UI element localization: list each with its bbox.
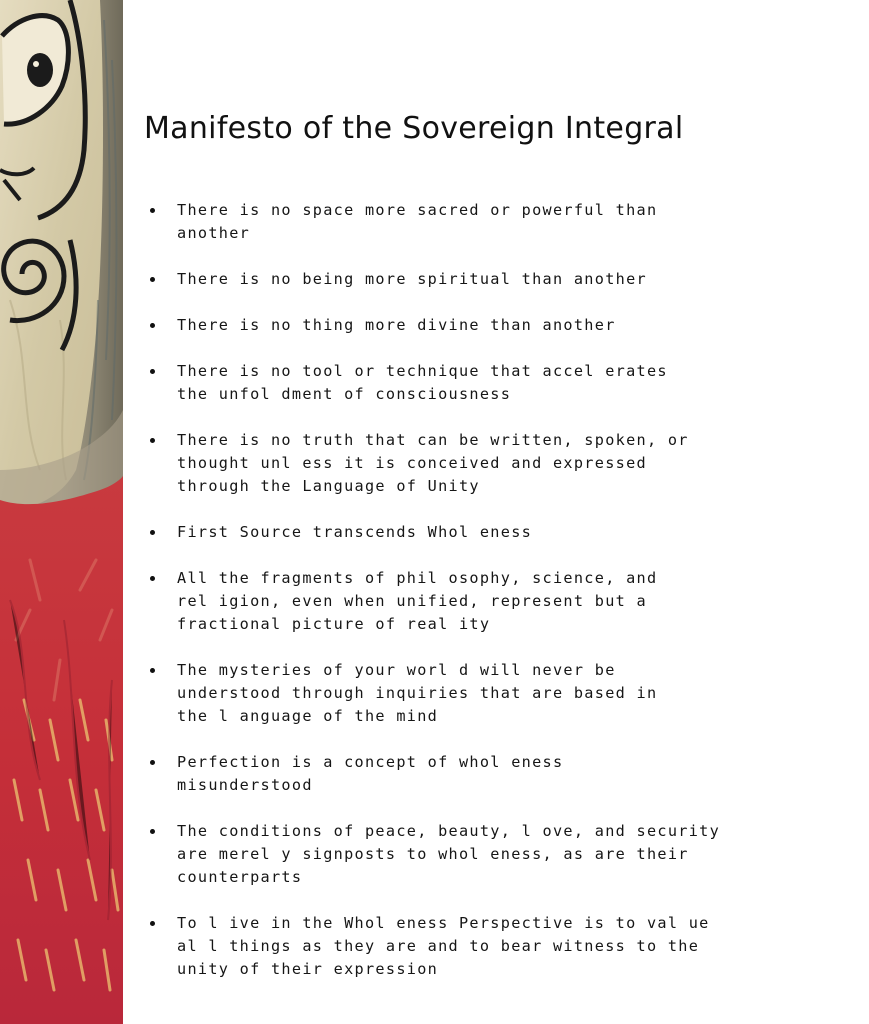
bullet-icon	[150, 829, 155, 834]
bullet-icon	[150, 576, 155, 581]
bullet-icon	[150, 760, 155, 765]
list-item-text: First Source transcends Whol eness	[177, 523, 533, 541]
bullet-icon	[150, 530, 155, 535]
list-item-text: To l ive in the Whol eness Perspective is to val ue al l things as they are and to bear witness to the unity of their expression	[177, 914, 710, 978]
list-item	[147, 521, 847, 544]
list-item	[147, 751, 847, 797]
list-item-text: The conditions of peace, beauty, l ove, and security are merel y signposts to whol eness, as are their counterparts	[177, 822, 721, 886]
painting-illustration	[0, 0, 123, 1024]
bullet-icon	[150, 668, 155, 673]
list-item	[147, 199, 847, 245]
list-item	[147, 360, 847, 406]
list-item	[147, 314, 847, 337]
list-item	[147, 820, 847, 889]
list-item-text: There is no tool or technique that accel erates the unfol dment of consciousness	[177, 362, 668, 403]
list-item-text: There is no being more spiritual than another	[177, 270, 647, 288]
manifesto-content	[123, 0, 869, 1024]
bullet-icon	[150, 323, 155, 328]
list-item-text: There is no truth that can be written, spoken, or thought unl ess it is conceived and expressed through the Language of Unity	[177, 431, 689, 495]
bullet-icon	[150, 921, 155, 926]
list-item	[147, 429, 847, 498]
bullet-icon	[150, 208, 155, 213]
page-title: Manifesto of the Sovereign Integral	[144, 111, 684, 146]
list-item-text: There is no space more sacred or powerful than another	[177, 201, 658, 242]
manifesto-list	[147, 199, 847, 1004]
list-item-text: There is no thing more divine than another	[177, 316, 616, 334]
list-item	[147, 659, 847, 728]
list-item	[147, 268, 847, 291]
list-item-text: Perfection is a concept of whol eness misunderstood	[177, 753, 564, 794]
list-item-text: All the fragments of phil osophy, science, and rel igion, even when unified, represent but a fractional picture of real ity	[177, 569, 658, 633]
list-item	[147, 912, 847, 981]
list-item-text: The mysteries of your worl d will never be understood through inquiries that are based in the l anguage of the mind	[177, 661, 658, 725]
bullet-icon	[150, 369, 155, 374]
bullet-icon	[150, 438, 155, 443]
list-item	[147, 567, 847, 636]
bullet-icon	[150, 277, 155, 282]
